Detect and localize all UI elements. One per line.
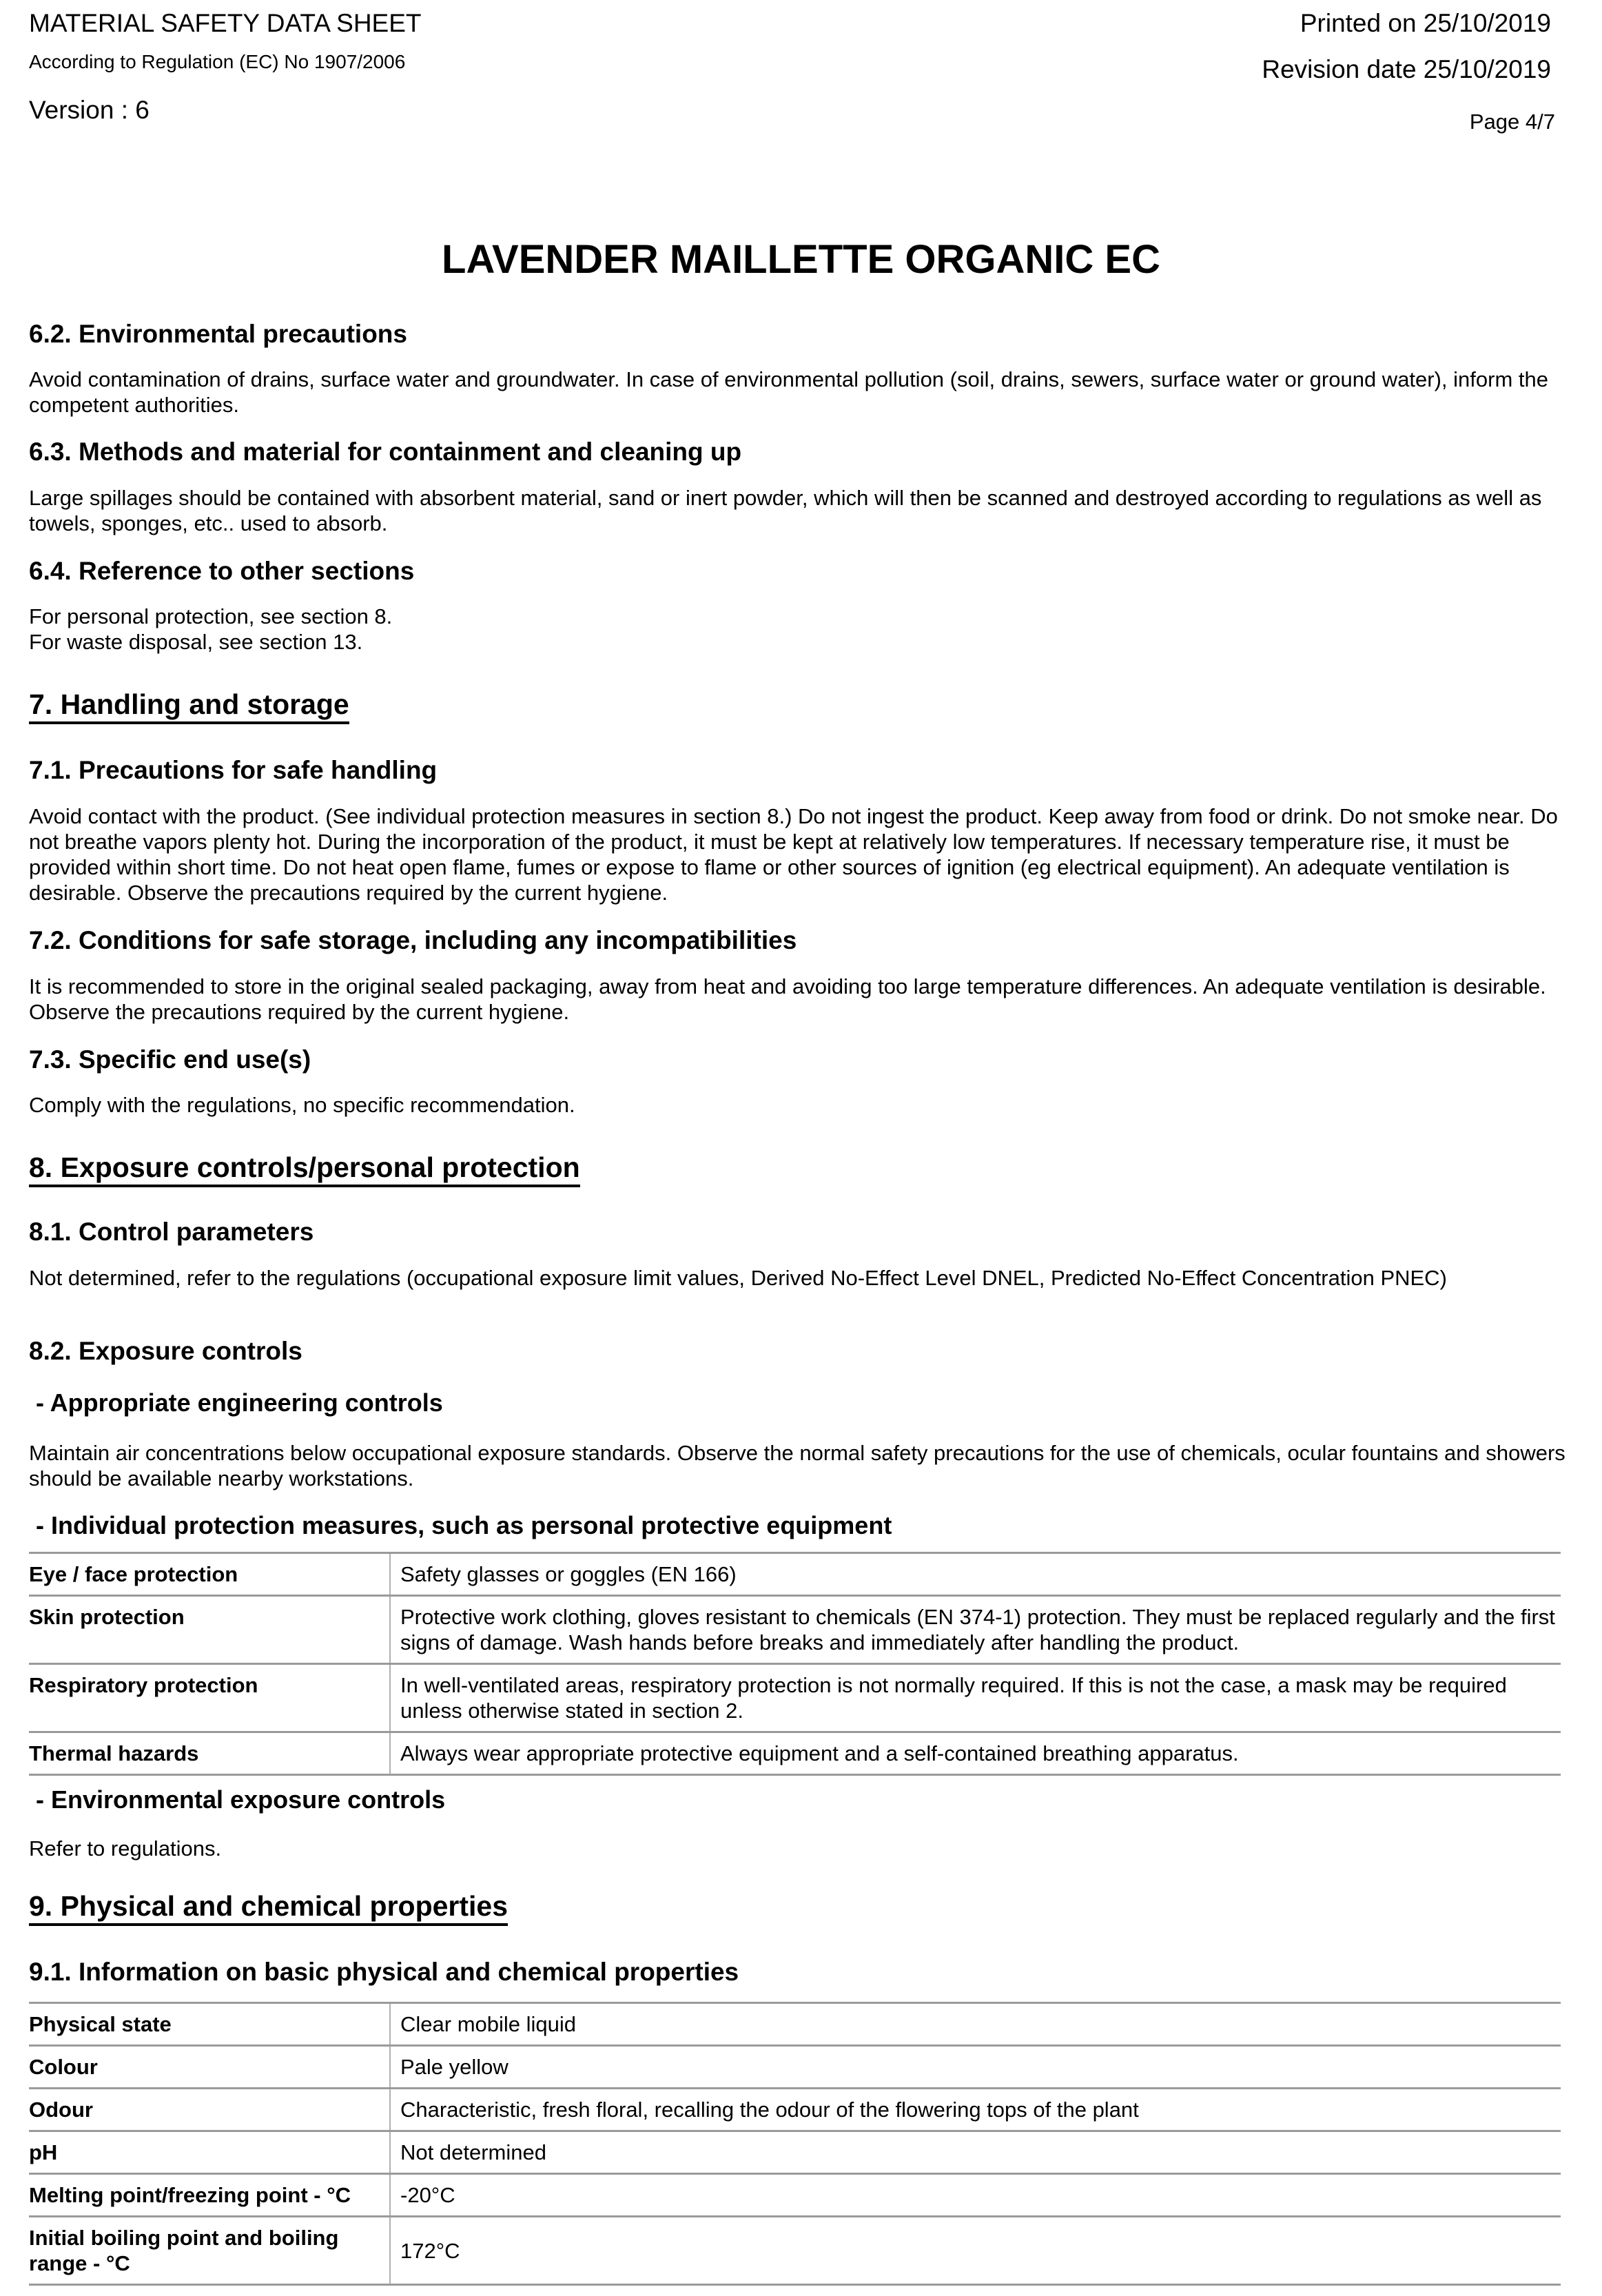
engineering-controls-text: Maintain air concentrations below occupational exposure standards. Observe the normal safety precautions for the use of chemicals, ocular fountains and showers should be available nearby workstations.: [29, 1441, 1565, 1490]
table-row: [29, 2089, 1561, 2131]
ppe-value: Safety glasses or goggles (EN 166): [390, 1553, 1561, 1596]
property-value: Clear mobile liquid: [390, 2003, 1561, 2046]
section-7-1-heading: 7.1. Precautions for safe handling: [29, 756, 438, 784]
document-type: MATERIAL SAFETY DATA SHEET: [29, 9, 422, 37]
table-row: [29, 2217, 1561, 2285]
table-row: [29, 2174, 1561, 2217]
property-label: pH: [29, 2131, 390, 2174]
engineering-controls-heading: - Appropriate engineering controls: [29, 1388, 443, 1417]
section-6-4-line-2: For waste disposal, see section 13.: [29, 630, 363, 654]
section-8-1-heading: 8.1. Control parameters: [29, 1218, 314, 1246]
property-value: -20°C: [390, 2174, 1561, 2217]
table-row: [29, 2046, 1561, 2089]
property-value: Characteristic, fresh floral, recalling the odour of the flowering tops of the plant: [390, 2089, 1561, 2131]
section-8-2-heading: 8.2. Exposure controls: [29, 1337, 302, 1365]
section-9-heading: 9. Physical and chemical properties: [29, 1889, 508, 1926]
table-row: [29, 1596, 1561, 1664]
ppe-value: Always wear appropriate protective equipment and a self-contained breathing apparatus.: [390, 1732, 1561, 1775]
property-value: Pale yellow: [390, 2046, 1561, 2089]
property-value: Not determined: [390, 2131, 1561, 2174]
section-6-4-heading: 6.4. Reference to other sections: [29, 557, 415, 585]
table-row: [29, 2003, 1561, 2046]
product-title: LAVENDER MAILLETTE ORGANIC EC: [442, 237, 1160, 282]
section-8-1-text: Not determined, refer to the regulations (occupational exposure limit values, Derived No-Effect Level DNEL, Predicted No-Effect Concentration PNEC): [29, 1266, 1447, 1290]
section-7-2-heading: 7.2. Conditions for safe storage, including any incompatibilities: [29, 926, 797, 954]
section-6-3-text: Large spillages should be contained with absorbent material, sand or inert powder, which will then be scanned and destroyed according to regulations as well as towels, sponges, etc.. used to absorb.: [29, 486, 1542, 535]
printed-date: Printed on 25/10/2019: [1300, 9, 1551, 37]
environmental-exposure-heading: - Environmental exposure controls: [29, 1785, 446, 1814]
table-row: [29, 1664, 1561, 1732]
environmental-exposure-text: Refer to regulations.: [29, 1836, 222, 1861]
section-9-1-heading: 9.1. Information on basic physical and chemical properties: [29, 1958, 739, 1986]
section-6-2-text: Avoid contamination of drains, surface water and groundwater. In case of environmental pollution (soil, drains, sewers, surface water or ground water), inform the competent authorities.: [29, 367, 1548, 417]
section-6-4-line-1: For personal protection, see section 8.: [29, 604, 393, 628]
page-number: Page 4/7: [1469, 110, 1555, 134]
ppe-heading: - Individual protection measures, such as personal protective equipment: [29, 1511, 892, 1539]
property-label: Odour: [29, 2089, 390, 2131]
property-label: Colour: [29, 2046, 390, 2089]
ppe-table: [29, 1552, 1561, 1776]
ppe-value: In well-ventilated areas, respiratory protection is not normally required. If this is not the case, a mask may be required unless otherwise stated in section 2.: [390, 1664, 1561, 1732]
property-label: Initial boiling point and boiling range - °C: [29, 2217, 390, 2285]
property-label: Physical state: [29, 2003, 390, 2046]
property-value: 172°C: [390, 2217, 1561, 2285]
regulation-reference: According to Regulation (EC) No 1907/2006: [29, 51, 406, 72]
section-7-heading: 7. Handling and storage: [29, 687, 349, 724]
table-row: [29, 2131, 1561, 2174]
section-7-3-text: Comply with the regulations, no specific recommendation.: [29, 1093, 575, 1117]
version-label: Version : 6: [29, 96, 150, 124]
ppe-label: Respiratory protection: [29, 1664, 390, 1732]
property-label: Melting point/freezing point - °C: [29, 2174, 390, 2217]
ppe-label: Thermal hazards: [29, 1732, 390, 1775]
section-8-heading: 8. Exposure controls/personal protection: [29, 1150, 580, 1187]
table-row: [29, 1553, 1561, 1596]
revision-date: Revision date 25/10/2019: [1262, 55, 1551, 83]
properties-table: [29, 2002, 1561, 2286]
table-row: [29, 1732, 1561, 1775]
ppe-label: Skin protection: [29, 1596, 390, 1664]
section-7-1-text: Avoid contact with the product. (See individual protection measures in section 8.) Do not ingest the product. Keep away from food or drink. Do not smoke near. Do not breathe vapors plenty hot. During the incorporation of the product, it must be kept at relatively low temperatures. If necessary temperature rise, it must be provided within short time. Do not heat open flame, fumes or expose to flame or other sources of ignition (eg electrical equipment). An adequate ventilation is desirable. Observe the precautions required by the current hygiene.: [29, 804, 1558, 905]
section-7-3-heading: 7.3. Specific end use(s): [29, 1045, 311, 1074]
section-6-3-heading: 6.3. Methods and material for containment and cleaning up: [29, 438, 742, 466]
section-7-2-text: It is recommended to store in the original sealed packaging, away from heat and avoiding too large temperature differences. An adequate ventilation is desirable. Observe the precautions required by the current hygiene.: [29, 974, 1546, 1024]
ppe-value: Protective work clothing, gloves resistant to chemicals (EN 374-1) protection. They must be replaced regularly and the first signs of damage. Wash hands before breaks and immediately after handling the product.: [390, 1596, 1561, 1664]
section-6-2-heading: 6.2. Environmental precautions: [29, 320, 407, 348]
ppe-label: Eye / face protection: [29, 1553, 390, 1596]
